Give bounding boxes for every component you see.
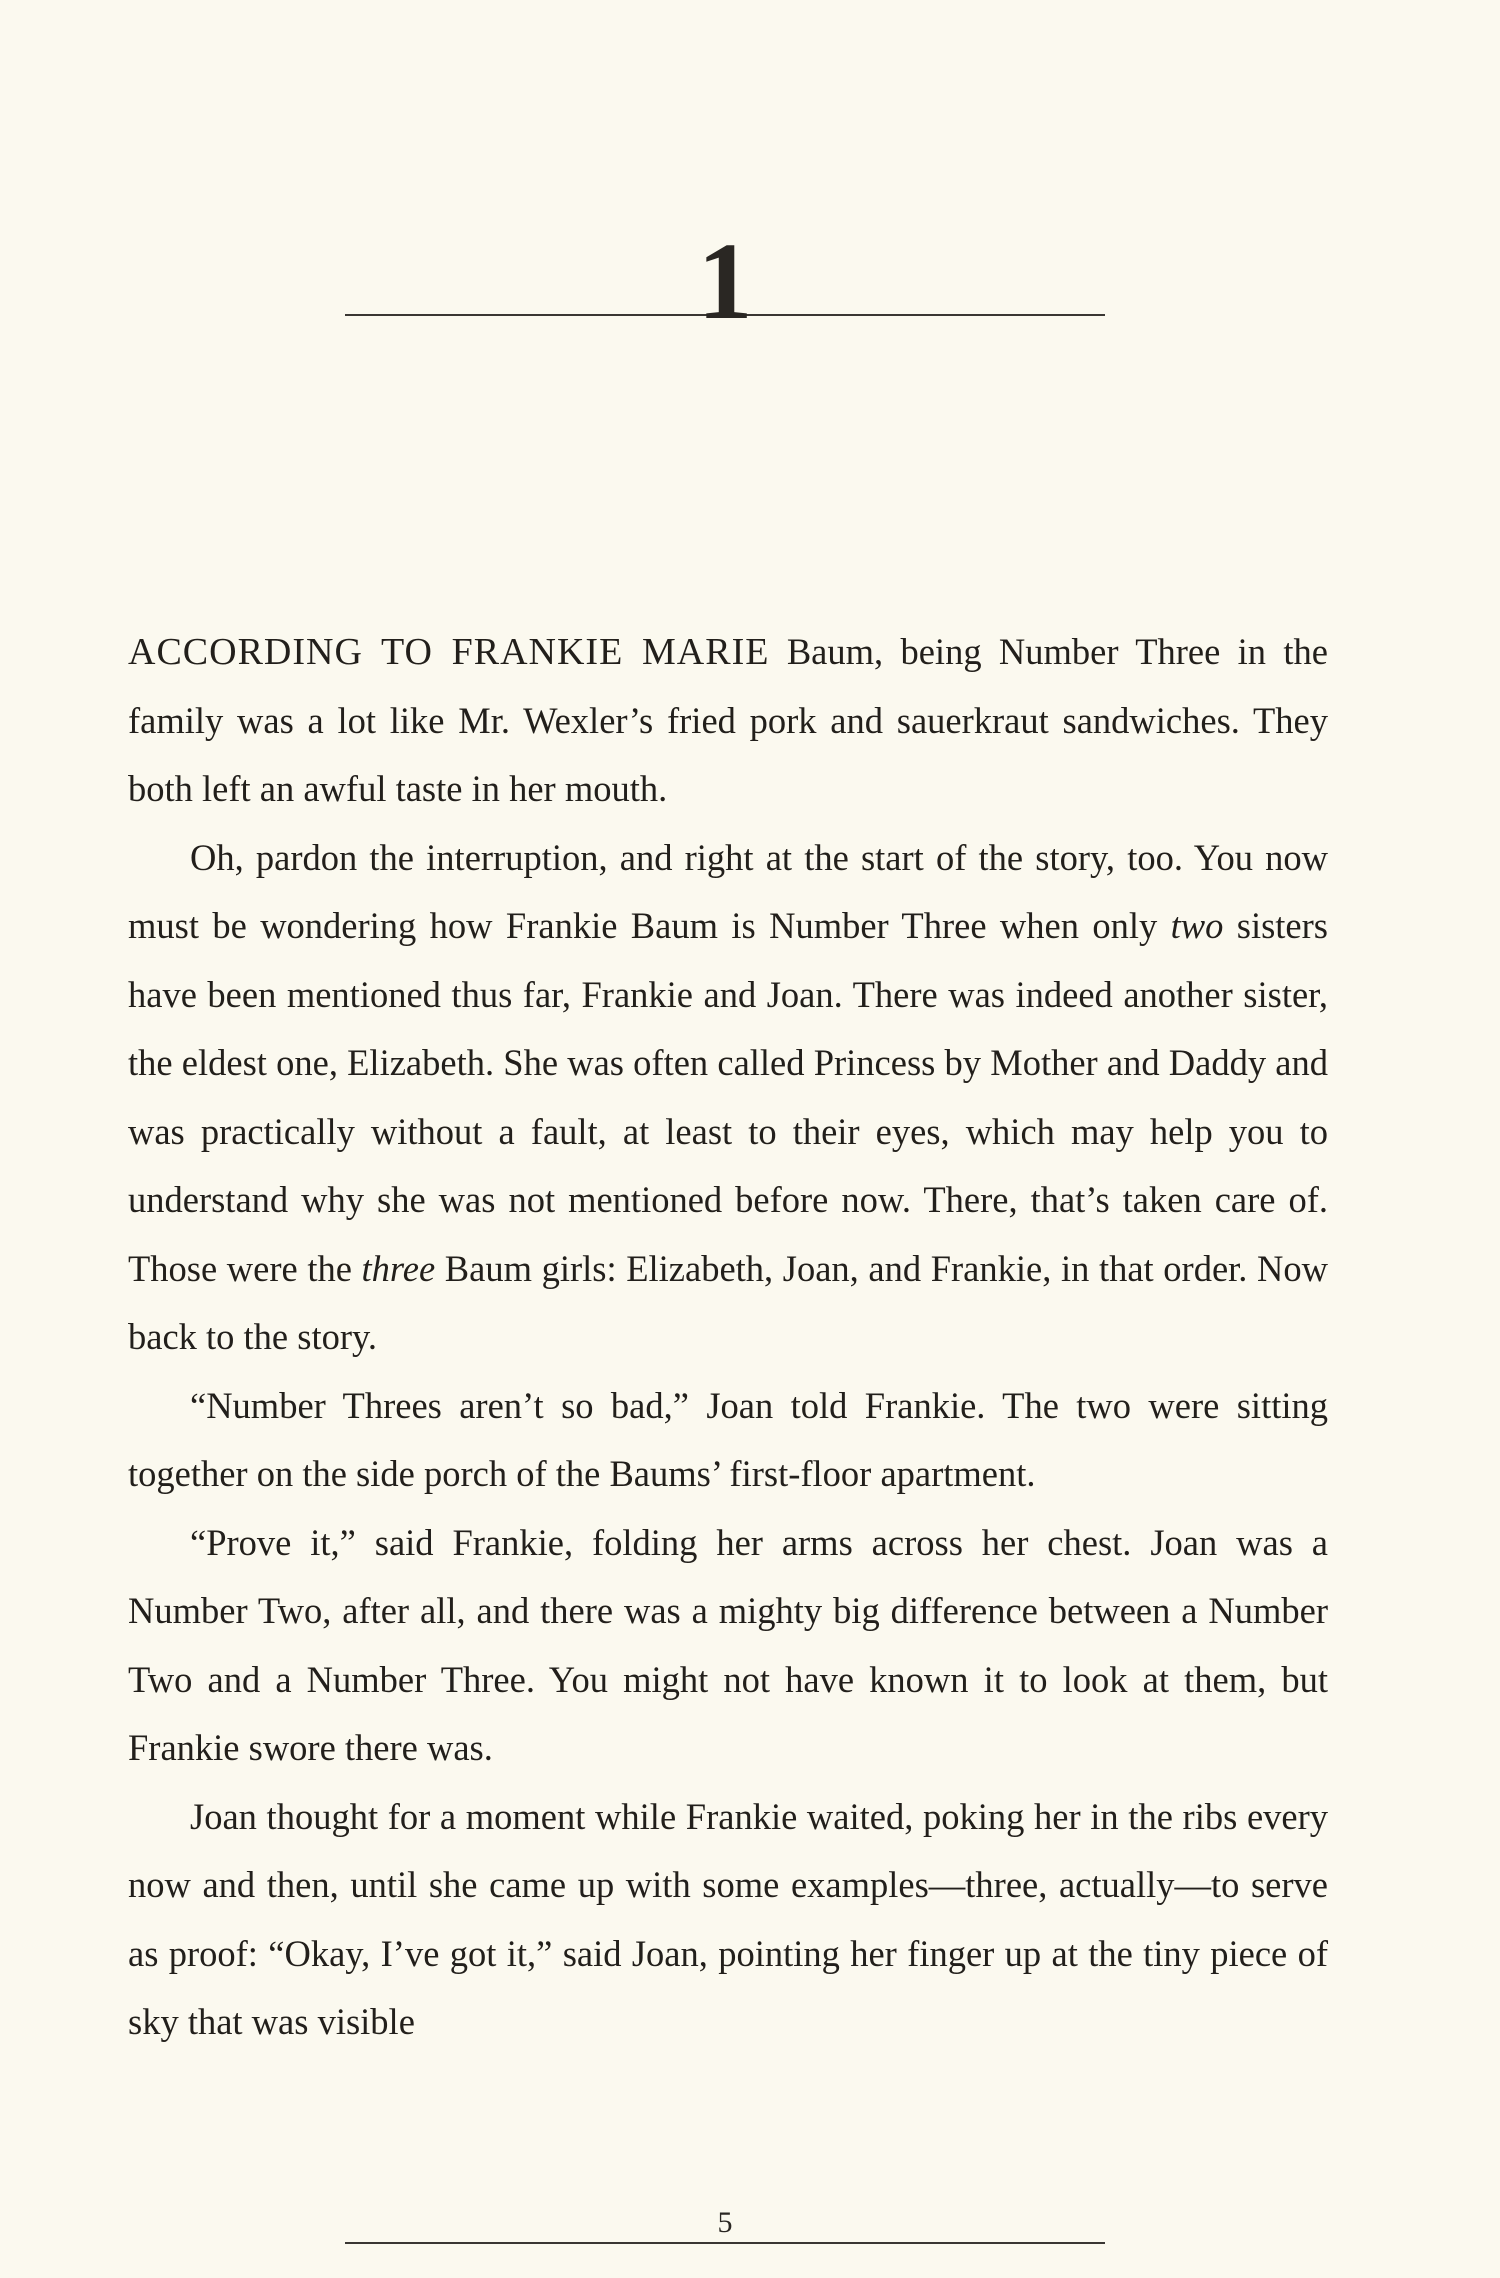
paragraph-2-text-b: sisters have been mentioned thus far, Frankie and Joan. There was indeed another sister, the eldest one, Elizabeth. She was often called Princess by Mother and Daddy and was practically without a fault, at least to their eyes, which may help you to understand why she was not mentioned before now. There, that’s taken care of. Those were the (128, 905, 1328, 1289)
paragraph-2 (128, 824, 1328, 1372)
paragraph-2-text-c: Baum girls: Elizabeth, Joan, and Frankie, in that order. Now back to the story. (128, 1247, 1328, 1357)
emphasis-two: two (1170, 905, 1224, 946)
paragraph-2-text-a: Oh, pardon the interruption, and right at the start of the story, too. You now must be wondering how Frankie Baum is Number Three when only (128, 836, 1328, 946)
paragraph-1-text: Baum, being Number Three in the family was a lot like Mr. Wexler’s fried pork and sauerkraut sandwiches. They both left an awful taste in her mouth. (128, 631, 1328, 809)
opening-small-caps: ACCORDING TO FRANKIE MARIE (128, 631, 770, 673)
paragraph-1 (128, 618, 1328, 824)
emphasis-three: three (361, 1247, 436, 1289)
paragraph-4: “Prove it,” said Frankie, folding her arms across her chest. Joan was a Number Two, after all, and there was a mighty big difference between a Number Two and a Number Three. You might not have known it to look at them, but Frankie swore there was. (128, 1521, 1328, 1768)
chapter-number: 1 (697, 220, 753, 342)
chapter-heading (345, 220, 1105, 342)
footer-rule (345, 2242, 1105, 2244)
page-number: 5 (717, 2206, 733, 2239)
paragraph-3: “Number Threes aren’t so bad,” Joan told Frankie. The two were sitting together on the side porch of the Baums’ first-floor apartment. (128, 1384, 1328, 1494)
chapter-body (128, 618, 1328, 2057)
paragraph-5: Joan thought for a moment while Frankie waited, poking her in the ribs every now and then, until she came up with some examples—three, actually—to serve as proof: “Okay, I’ve got it,” said Joan, pointing her finger up at the tiny piece of sky that was visible (128, 1795, 1328, 2042)
page-footer (345, 2206, 1105, 2252)
